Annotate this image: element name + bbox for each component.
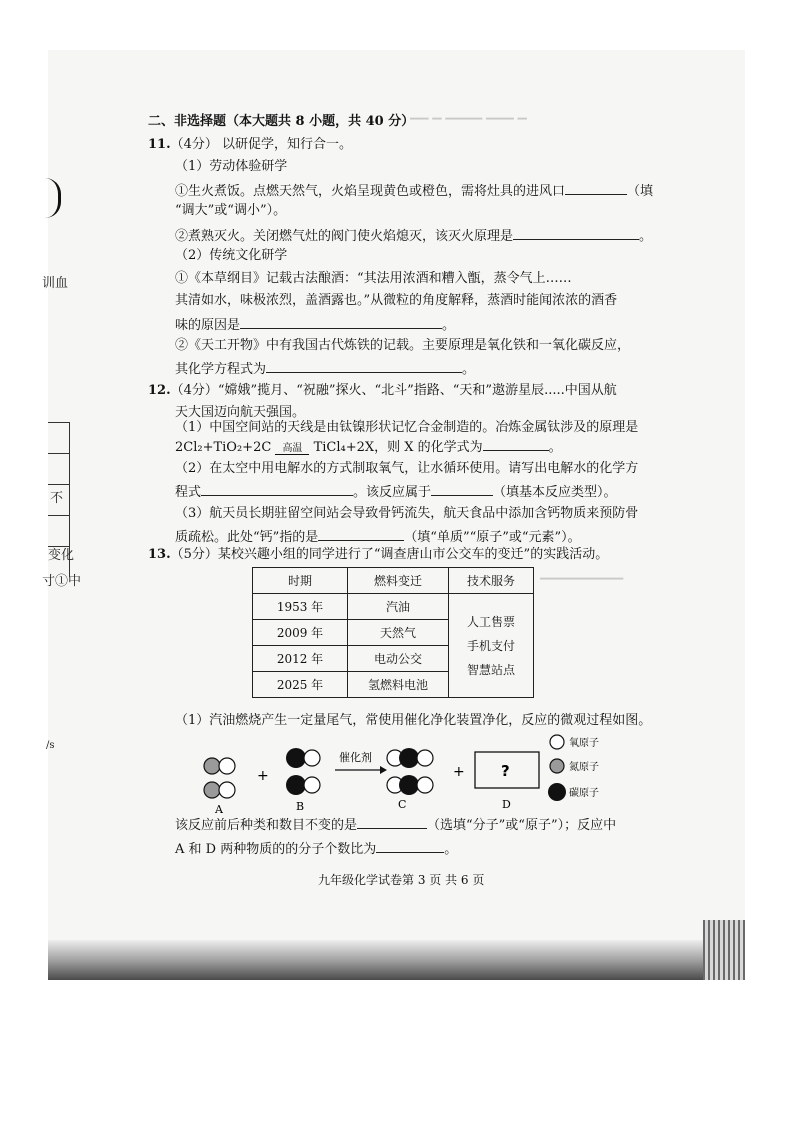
table-cell: 天然气 <box>348 620 449 646</box>
label-b: B <box>296 800 305 813</box>
left-edge-text: 不 <box>50 491 64 506</box>
q11-item3-line1: ①《本草纲目》记载古法酿酒：“其法用浓酒和糟入甑，蒸令气上…… <box>175 271 572 286</box>
q12-p2-line1: （2）在太空中用电解水的方式制取氧气，让水循环使用。请写出电解水的化学方 <box>175 461 639 476</box>
oxygen-legend-icon <box>550 735 564 749</box>
answer-blank[interactable] <box>318 528 404 541</box>
q12-equation: 2Cl₂+TiO₂+2C 高温 TiCl₄+2X，则 X 的化学式为 。 <box>175 440 562 455</box>
bleed-through: ▔▔ ▔ ▔▔▔▔ ▔▔▔ ▔ <box>410 118 527 132</box>
q13-p1-line1: （1）汽油燃烧产生一定量尾气，常使用催化净化装置净化，反应的微观过程如图。 <box>175 713 652 728</box>
table-cell: 电动公交 <box>348 646 449 672</box>
bus-history-table <box>252 567 534 698</box>
page-footer: 九年级化学试卷第 3 页 共 6 页 <box>318 873 485 887</box>
answer-blank[interactable] <box>513 227 639 240</box>
unknown-mark: ? <box>501 762 510 780</box>
q11-item3-line2: 其清如水，味极浓烈，盖酒露也。”从微粒的角度解释，蒸酒时能闻浓浓的酒香 <box>175 293 618 308</box>
answer-blank[interactable] <box>565 182 627 195</box>
label-a: A <box>215 803 223 815</box>
q12-p3-line2: 质疏松。此处“钙”指的是 （填“单质”“原子”或“元素”）。 <box>175 530 581 545</box>
q12-p2-line2: 程式 。该反应属于 （填基本反应类型）。 <box>175 485 617 500</box>
table-cell: 2009 年 <box>253 620 348 646</box>
q11-item4-line1: ②《天工开物》中有我国古代炼铁的记载。主要原理是氧化铁和一氧化碳反应， <box>175 338 631 353</box>
left-edge-text: 变化 <box>48 548 75 563</box>
legend-oxygen: 氧原子 <box>569 738 599 749</box>
table-cell: 2025 年 <box>253 672 348 698</box>
table-cell: 汽油 <box>348 594 449 620</box>
reaction-diagram <box>195 730 615 815</box>
table-header: 时期 <box>253 568 348 594</box>
q12-intro-cont: 天大国迈向航天强国。 <box>175 405 306 420</box>
q12-heading: 12.（4分）“嫦娥”揽月、“祝融”探火、“北斗”指路、“天和”遨游星辰.....中国从航 <box>148 383 617 398</box>
q12-p3-line1: （3）航天员长期驻留空间站会导致骨钙流失，航天食品中添加含钙物质来预防骨 <box>175 506 639 521</box>
table-cell: 2012 年 <box>253 646 348 672</box>
q11-item3-line3: 味的原因是 。 <box>175 318 456 333</box>
answer-blank[interactable] <box>431 483 493 496</box>
answer-blank[interactable] <box>357 816 427 829</box>
q11-item4-line2: 其化学方程式为 。 <box>175 362 476 377</box>
molecule-c <box>387 748 433 795</box>
q12-p1-line1: （1）中国空间站的天线是由钛镍形状记忆合金制造的。冶炼金属钛涉及的原理是 <box>175 420 639 435</box>
q13-p1-line3: A 和 D 两种物质的的分子个数比为 。 <box>175 842 458 857</box>
arrow-head <box>380 766 387 774</box>
label-d: D <box>502 798 511 811</box>
molecule-a <box>204 758 235 798</box>
molecule-b <box>286 748 320 795</box>
table-cell: 氢燃料电池 <box>348 672 449 698</box>
table-header: 燃料变迁 <box>348 568 449 594</box>
legend-nitrogen: 氮原子 <box>569 762 599 773</box>
table-cell: 1953 年 <box>253 594 348 620</box>
services-cell: 人工售票 手机支付 智慧站点 <box>449 594 534 698</box>
left-edge-text: 寸①中 <box>42 574 82 589</box>
q13-heading: 13.（5分）某校兴趣小组的同学进行了“调查唐山市公交车的变迁”的实践活动。 <box>148 547 609 562</box>
label-c: C <box>398 798 407 811</box>
bleed-through: ▔▔▔▔▔▔▔▔▔ <box>540 578 624 592</box>
answer-blank[interactable] <box>376 840 444 853</box>
q11-part2-title: （2）传统文化研学 <box>175 248 288 263</box>
q11-item1: ①生火煮饭。点燃天然气，火焰呈现黄色或橙色，需将灶具的进风口 （填 <box>175 184 654 199</box>
plus-sign: + <box>257 768 269 784</box>
scan-shadow <box>48 940 745 980</box>
q11-item1-cont: “调大”或“调小”）。 <box>175 203 287 218</box>
answer-blank[interactable] <box>266 360 462 373</box>
nitrogen-legend-icon <box>550 759 564 773</box>
q11-part1-title: （1）劳动体验研学 <box>175 159 288 174</box>
reaction-condition: 高温 <box>275 444 309 455</box>
legend-carbon: 碳原子 <box>569 788 599 799</box>
section-header: 二、非选择题（本大题共 8 小题，共 40 分） <box>148 114 415 129</box>
carbon-legend-icon <box>548 783 566 801</box>
catalyst-label: 催化剂 <box>339 751 372 764</box>
q11-item2: ②煮熟灭火。关闭燃气灶的阀门使火焰熄灭，该灭火原理是 。 <box>175 229 653 244</box>
table-header: 技术服务 <box>449 568 534 594</box>
q13-p1-line2: 该反应前后种类和数目不变的是 （选填“分子”或“原子”）；反应中 <box>175 818 617 833</box>
plus-sign: + <box>453 764 465 780</box>
left-edge-text: 训血 <box>42 276 69 291</box>
answer-blank[interactable] <box>483 438 549 451</box>
left-edge-text: /s <box>46 740 55 751</box>
q11-heading: 11.（4分） 以研促学，知行合一。 <box>148 137 353 152</box>
answer-blank[interactable] <box>240 316 442 329</box>
answer-blank[interactable] <box>201 483 353 496</box>
